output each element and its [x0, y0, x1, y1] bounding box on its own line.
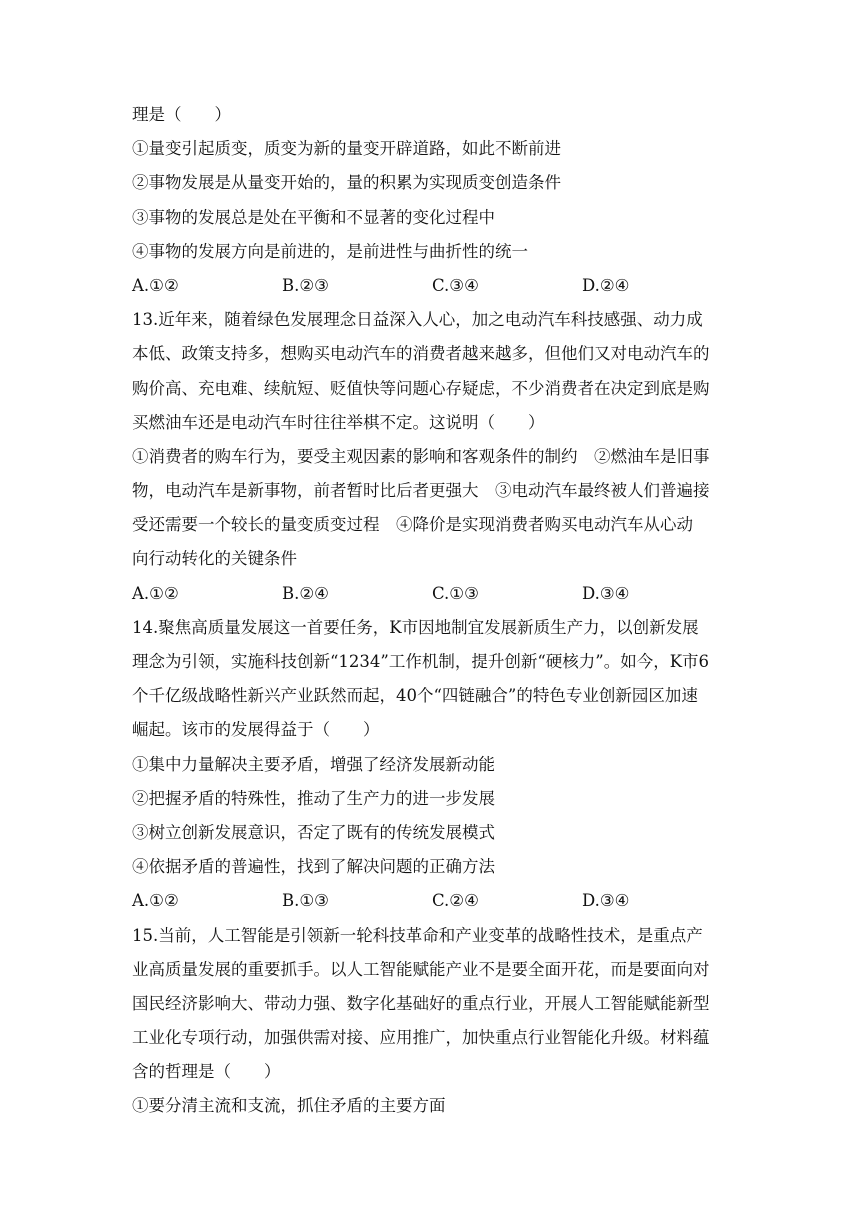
- q14-stem-4: 崛起。该市的发展得益于（ ）: [132, 720, 380, 740]
- q14-stem-3: 个千亿级战略性新兴产业跃然而起，40个“四链融合”的特色专业创新园区加速: [132, 686, 698, 706]
- q14-option-d: D.③④: [582, 891, 630, 911]
- q13-stem-2: 本低、政策支持多，想购买电动汽车的消费者越来越多，但他们又对电动汽车的: [132, 344, 710, 364]
- q13-option-d: D.③④: [582, 583, 630, 603]
- q15-stem-3: 国民经济影响大、带动力强、数字化基础好的重点行业，开展人工智能赋能新型: [132, 993, 710, 1013]
- q15-stem-2: 业高质量发展的重要抓手。以人工智能赋能产业不是要全面开花，而是要面向对: [132, 959, 710, 979]
- q13-items-3: 受还需要一个较长的量变质变过程 ④降价是实现消费者购买电动汽车从心动: [132, 515, 693, 535]
- q14-stem-1: 14.聚焦高质量发展这一首要任务，K市因地制宜发展新质生产力，以创新发展: [132, 617, 699, 637]
- q14-option-b: B.①③: [282, 891, 329, 911]
- exam-page: [132, 98, 732, 1124]
- q13-option-a: A.①②: [132, 583, 179, 603]
- q12-options: [132, 269, 732, 303]
- q15-stem-5: 含的哲理是（ ）: [132, 1062, 281, 1082]
- q13-stem-3: 购价高、充电难、续航短、贬值快等问题心存疑虑，不少消费者在决定到底是购: [132, 378, 710, 398]
- q12-item-2: ②事物发展是从量变开始的，量的积累为实现质变创造条件: [132, 173, 561, 193]
- q14-stem-2: 理念为引领，实施科技创新“1234”工作机制，提升创新“硬核力”。如今，K市6: [132, 652, 710, 671]
- q13-option-b: B.②④: [282, 583, 329, 603]
- q13-options: [132, 577, 732, 611]
- q12-option-b: B.②③: [282, 275, 329, 295]
- q12-option-a: A.①②: [132, 275, 179, 295]
- q14-option-a: A.①②: [132, 891, 179, 911]
- q13-items-1: ①消费者的购车行为，要受主观因素的影响和客观条件的制约 ②燃油车是旧事: [132, 446, 710, 466]
- q13-option-c: C.①③: [432, 583, 479, 603]
- q14-option-c: C.②④: [432, 891, 479, 911]
- q14-item-3: ③树立创新发展意识，否定了既有的传统发展模式: [132, 822, 495, 842]
- q14-item-2: ②把握矛盾的特殊性，推动了生产力的进一步发展: [132, 788, 495, 808]
- q15-stem-4: 工业化专项行动，加强供需对接、应用推广，加快重点行业智能化升级。材料蕴: [132, 1028, 710, 1048]
- q13-items-2: 物，电动汽车是新事物，前者暂时比后者更强大 ③电动汽车最终被人们普遍接: [132, 481, 710, 501]
- q13-items-4: 向行动转化的关键条件: [132, 549, 297, 569]
- q12-item-4: ④事物的发展方向是前进的，是前进性与曲折性的统一: [132, 241, 528, 261]
- q12-option-d: D.②④: [582, 275, 630, 295]
- q13-stem-1: 13.近年来，随着绿色发展理念日益深入人心，加之电动汽车科技感强、动力成: [132, 310, 703, 330]
- q14-options: [132, 884, 732, 918]
- q14-item-1: ①集中力量解决主要矛盾，增强了经济发展新动能: [132, 754, 495, 774]
- q15-item-1: ①要分清主流和支流，抓住矛盾的主要方面: [132, 1096, 446, 1116]
- q12-item-3: ③事物的发展总是处在平衡和不显著的变化过程中: [132, 207, 495, 227]
- q12-option-c: C.③④: [432, 275, 479, 295]
- q15-stem-1: 15.当前，人工智能是引领新一轮科技革命和产业变革的战略性技术，是重点产: [132, 925, 703, 945]
- q12-item-1: ①量变引起质变，质变为新的量变开辟道路，如此不断前进: [132, 139, 561, 159]
- q12-stem-tail: 理是（ ）: [132, 105, 231, 124]
- q13-stem-4: 买燃油车还是电动汽车时往往举棋不定。这说明（ ）: [132, 412, 545, 432]
- q14-item-4: ④依据矛盾的普遍性，找到了解决问题的正确方法: [132, 857, 495, 877]
